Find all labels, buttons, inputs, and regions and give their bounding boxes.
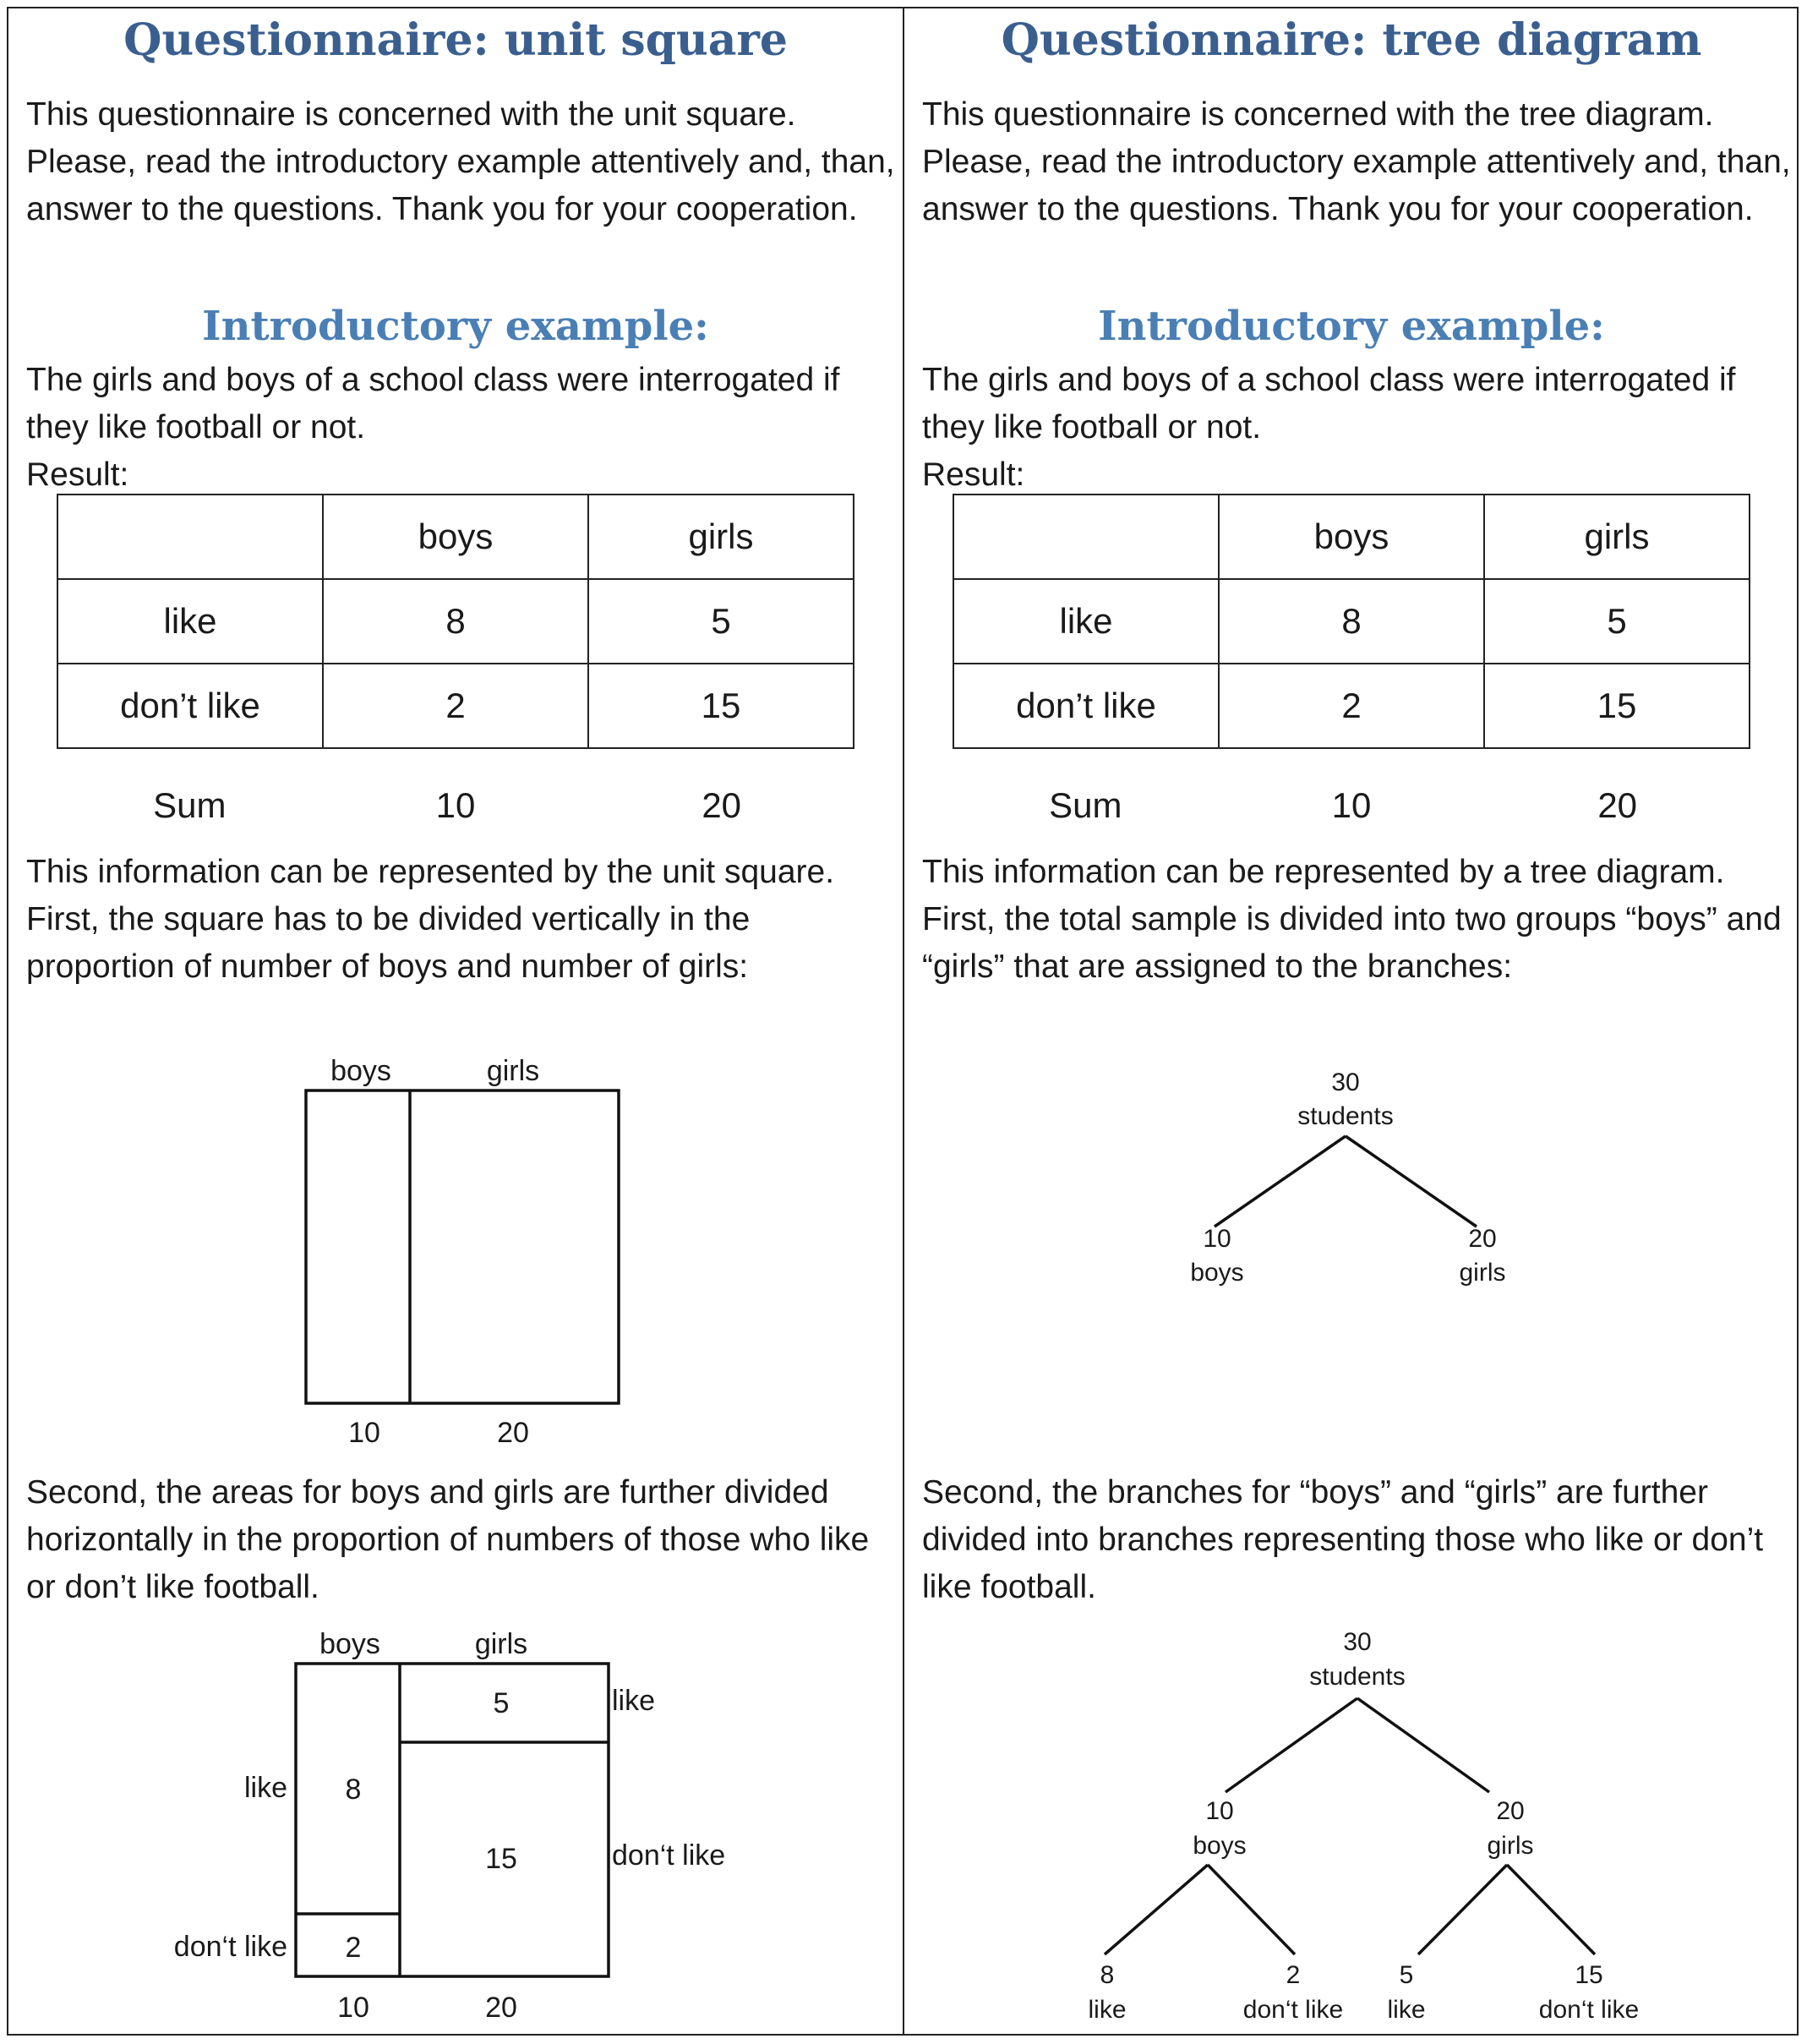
fig1-label-girls: girls [486, 1055, 540, 1087]
leaf-girls-like-label: like [1387, 1996, 1426, 2024]
table-cell: 2 [1219, 664, 1484, 748]
leaf-girls-like-count: 5 [1399, 1961, 1414, 1989]
sum-girls: 20 [1597, 785, 1638, 825]
label-dislike-left: don‘t like [173, 1931, 287, 1963]
sum-label: Sum [1049, 785, 1122, 825]
right-example-text: The girls and boys of a school class were interrogated if they like football or not. [922, 362, 1736, 445]
tree2-branch-girls-like [1418, 1865, 1507, 1954]
left-example-title: Introductory example: [202, 303, 709, 350]
left-result-table [57, 494, 854, 749]
left-first-step-text: This information can be represented by the unit square. First, the square has to be divided vertically in the proportion of number of boys and number of girls: [26, 854, 835, 985]
tree1-girls-count: 20 [1468, 1225, 1497, 1253]
table-row [953, 664, 1750, 748]
leaf-boys-dislike-label: don‘t like [1242, 1996, 1344, 2024]
table-cell: girls [1484, 495, 1750, 579]
table-cell: don’t like [953, 664, 1219, 748]
table-row [953, 579, 1750, 664]
table-cell: like [57, 579, 323, 664]
tree2-branch-boys-dislike [1208, 1865, 1295, 1954]
table-cell: 15 [1484, 664, 1750, 748]
table-cell: 5 [1484, 579, 1750, 664]
table-cell: 8 [323, 579, 588, 664]
tree2-branch-boys [1226, 1698, 1357, 1792]
tree2-root-count: 30 [1343, 1628, 1372, 1656]
tree1-boys-count: 10 [1203, 1225, 1231, 1253]
left-result-label: Result: [26, 456, 129, 493]
fig2-bottom-boys: 10 [337, 1992, 369, 2024]
unit-square-vertical-figure [8, 1038, 903, 1469]
left-second-step-text: Second, the areas for boys and girls are further divided horizontally in the proportion of numbers of those who like or don’t like football. [26, 1474, 870, 1605]
table-cell [953, 495, 1219, 579]
label-like-right: like [612, 1685, 656, 1717]
right-result-table [953, 494, 1750, 749]
table-cell: don’t like [57, 664, 323, 748]
tree1-root-label: students [1297, 1102, 1394, 1130]
fig2-label-boys: boys [319, 1628, 380, 1660]
tree2-girls-count: 20 [1496, 1797, 1525, 1825]
cell-girls-dislike: 15 [485, 1843, 517, 1875]
leaf-boys-like-label: like [1088, 1996, 1127, 2024]
fig1-bottom-boys: 10 [348, 1417, 380, 1449]
table-cell: boys [323, 495, 588, 579]
cell-boys-dislike: 2 [345, 1932, 362, 1964]
unit-square-outline [296, 1664, 609, 1976]
table-cell: 15 [588, 664, 854, 748]
right-intro: This questionnaire is concerned with the tree diagram. Please, read the introductory example attentively and, than, answer to the questions. Thank you for your cooperation. [922, 96, 1791, 227]
tree1-girls-label: girls [1459, 1259, 1506, 1287]
unit-square-outline [306, 1090, 619, 1403]
table-row [57, 579, 854, 664]
unit-square-column [8, 7, 903, 2036]
fig2-label-girls: girls [474, 1628, 528, 1660]
tree-diagram-level1 [904, 1055, 1799, 1309]
leaf-girls-dislike-label: don‘t like [1538, 1996, 1640, 2024]
label-like-left: like [243, 1772, 287, 1804]
left-sum-row [57, 776, 854, 835]
unit-square-full-figure [8, 1613, 903, 2036]
leaf-girls-dislike-count: 15 [1575, 1961, 1603, 1989]
tree1-branch-girls [1346, 1136, 1477, 1227]
table-cell [57, 495, 323, 579]
cell-girls-like: 5 [493, 1687, 510, 1719]
right-sum-row [953, 776, 1750, 835]
sum-boys: 10 [435, 785, 476, 825]
tree-diagram-level2 [904, 1613, 1799, 2036]
left-intro: This questionnaire is concerned with the unit square. Please, read the introductory example attentively and, than, answer to the questions. Thank you for your cooperation. [26, 96, 895, 227]
label-dislike-right: don‘t like [612, 1839, 726, 1872]
table-cell: like [953, 579, 1219, 664]
table-cell: boys [1219, 495, 1484, 579]
tree-diagram-column [904, 7, 1799, 2036]
tree2-root-label: students [1309, 1663, 1406, 1691]
left-example-text: The girls and boys of a school class were interrogated if they like football or not. [26, 362, 840, 445]
tree2-boys-label: boys [1193, 1832, 1247, 1860]
sum-label: Sum [153, 785, 227, 825]
tree2-branch-boys-like [1105, 1865, 1208, 1954]
right-first-step-text: This information can be represented by a tree diagram. First, the total sample is divided into two groups “boys” and “girls” that are assigned to the branches: [922, 854, 1782, 985]
right-result-label: Result: [922, 456, 1025, 493]
tree1-branch-boys [1215, 1136, 1346, 1227]
tree2-girls-label: girls [1487, 1832, 1534, 1860]
right-second-step-text: Second, the branches for “boys” and “girls” are further divided into branches representing those who like or don’t like football. [922, 1474, 1764, 1605]
fig1-label-boys: boys [330, 1055, 391, 1087]
fig2-bottom-girls: 20 [485, 1992, 517, 2024]
sum-boys: 10 [1331, 785, 1372, 825]
leaf-boys-like-count: 8 [1100, 1961, 1115, 1989]
table-cell: girls [588, 495, 854, 579]
leaf-boys-dislike-count: 2 [1286, 1961, 1301, 1989]
table-row [57, 495, 854, 579]
table-cell: 5 [588, 579, 854, 664]
tree2-branch-girls-dislike [1507, 1865, 1595, 1954]
left-title: Questionnaire: unit square [123, 14, 788, 66]
cell-boys-like: 8 [345, 1773, 362, 1806]
table-cell: 8 [1219, 579, 1484, 664]
right-title: Questionnaire: tree diagram [1001, 14, 1702, 66]
table-row [953, 495, 1750, 579]
table-row [57, 664, 854, 748]
right-example-title: Introductory example: [1098, 303, 1605, 350]
tree1-boys-label: boys [1190, 1259, 1244, 1287]
tree2-boys-count: 10 [1205, 1797, 1234, 1825]
sum-girls: 20 [702, 785, 742, 825]
tree2-branch-girls [1357, 1698, 1489, 1792]
table-cell: 2 [323, 664, 588, 748]
tree1-root-count: 30 [1331, 1068, 1360, 1096]
fig1-bottom-girls: 20 [497, 1417, 529, 1449]
